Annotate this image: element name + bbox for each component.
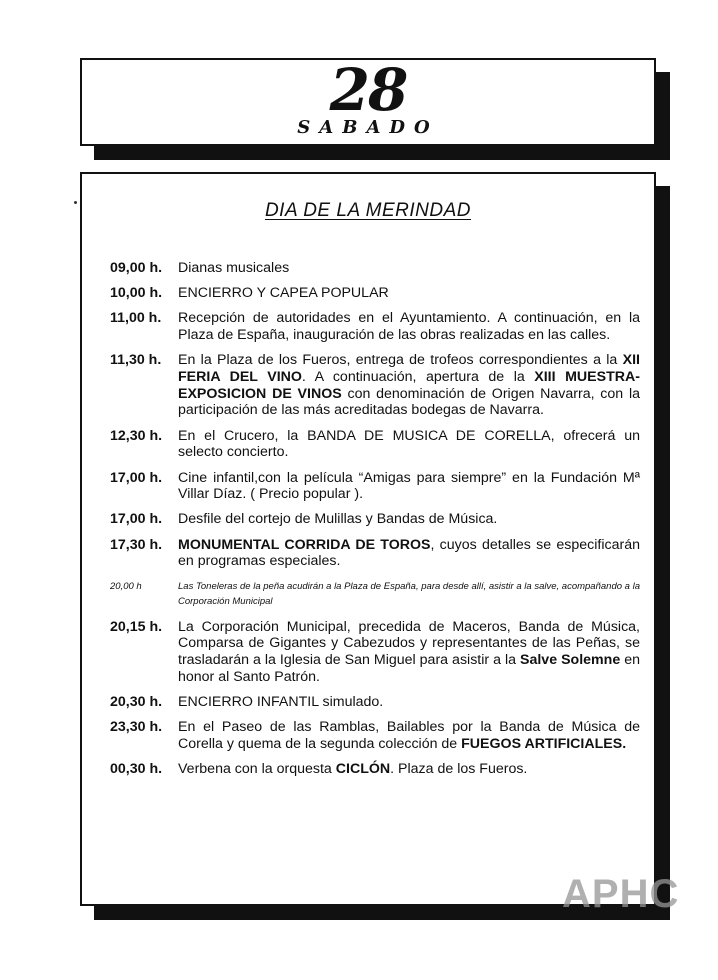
event-description [178, 470, 640, 503]
event-item [110, 579, 640, 609]
event-description [178, 719, 640, 752]
event-time: 09,00 h. [110, 260, 163, 276]
event-description [178, 260, 640, 277]
event-highlight: XIII MUESTRA-EXPOSICION DE VINOS [178, 369, 640, 402]
event-description [178, 694, 640, 711]
event-description [178, 511, 640, 528]
event-description [178, 761, 640, 778]
event-list [110, 260, 640, 786]
event-text: Verbena con la orquesta [178, 760, 336, 777]
event-text: . Plaza de los Fueros. [390, 760, 528, 777]
event-highlight: XII FERIA DEL VINO [178, 352, 640, 386]
event-description [178, 619, 640, 686]
event-text: en honor al Santo Patrón. [178, 651, 640, 685]
event-item [110, 694, 640, 711]
event-text: con denominación de Origen Navarra, con la participación de las más acreditadas bodegas de Navarra. [178, 385, 640, 419]
event-text: . A continuación, apertura de la [301, 369, 535, 386]
event-description [178, 310, 640, 343]
event-highlight: Salve Solemne [520, 651, 621, 668]
program-box [80, 172, 656, 906]
event-item [110, 260, 640, 277]
event-text: Desfile del cortejo de Mulillas y Bandas de Música. [178, 511, 498, 528]
event-description [178, 537, 640, 570]
event-time: 23,30 h. [110, 719, 163, 736]
event-time: 17,00 h. [110, 511, 163, 528]
event-description [178, 428, 640, 461]
event-time: 20,00 h [110, 580, 142, 592]
event-item [110, 428, 640, 461]
event-text: Las Toneleras de la peña acudirán a la Plaza de España, para desde allí, asistir a la salve, acompañando a la Corporación Municipal [178, 580, 640, 607]
event-text: Recepción de autoridades en el Ayuntamiento. A continuación, en la Plaza de España, inauguración de las obras realizadas en las calles. [178, 310, 640, 344]
day-header [80, 58, 656, 146]
watermark-logo: APHC [562, 872, 680, 916]
event-time: 00,30 h. [110, 760, 163, 777]
event-time: 10,00 h. [110, 285, 163, 302]
event-time: 20,30 h. [110, 693, 163, 710]
event-description [178, 285, 640, 302]
event-item [110, 619, 640, 686]
event-item [110, 761, 640, 778]
event-time: 20,15 h. [110, 618, 163, 635]
day-name: SABADO [297, 117, 439, 138]
event-text: En el Crucero, la BANDA DE MUSICA DE CORELLA, ofrecerá un selecto concierto. [178, 427, 640, 461]
event-time: 11,30 h. [110, 352, 162, 369]
event-item [110, 285, 640, 302]
event-time: 17,00 h. [110, 469, 163, 486]
event-highlight: FUEGOS ARTIFICIALES. [461, 735, 627, 752]
event-highlight: CICLÓN [335, 760, 391, 777]
event-item [110, 719, 640, 752]
event-text: Dianas musicales [178, 260, 290, 276]
event-text: La Corporación Municipal, precedida de Maceros, Banda de Música, Comparsa de Gigantes y Cabezudos y representantes de las Peñas, se trasladarán a la Iglesia de San Miguel para asistir a la [178, 618, 640, 668]
event-time: 11,00 h. [110, 310, 162, 327]
event-time: 12,30 h. [110, 427, 163, 444]
event-highlight: MONUMENTAL CORRIDA DE TOROS [178, 536, 431, 553]
event-text: ENCIERRO Y CAPEA POPULAR [178, 285, 389, 302]
event-item [110, 511, 640, 528]
day-number: 28 [329, 56, 407, 124]
event-item [110, 310, 640, 343]
event-text: ENCIERRO INFANTIL simulado. [178, 693, 384, 710]
event-text: Cine infantil,con la película “Amigas para siempre” en la Fundación Mª Villar Díaz. ( Precio popular ). [178, 469, 640, 503]
event-time: 17,30 h. [110, 536, 163, 553]
event-text: En el Paseo de las Ramblas, Bailables por la Banda de Música de Corella y quema de la segunda colección de [178, 719, 640, 752]
event-text: , cuyos detalles se especificarán en programas especiales. [178, 536, 640, 570]
event-item [110, 537, 640, 570]
event-item [110, 470, 640, 503]
event-text: En la Plaza de los Fueros, entrega de trofeos correspondientes a la [178, 352, 623, 369]
section-title: DIA DE LA MERINDAD [264, 200, 472, 221]
event-description [178, 579, 640, 609]
print-speck [74, 201, 77, 204]
event-item [110, 352, 640, 419]
event-description [178, 352, 640, 419]
